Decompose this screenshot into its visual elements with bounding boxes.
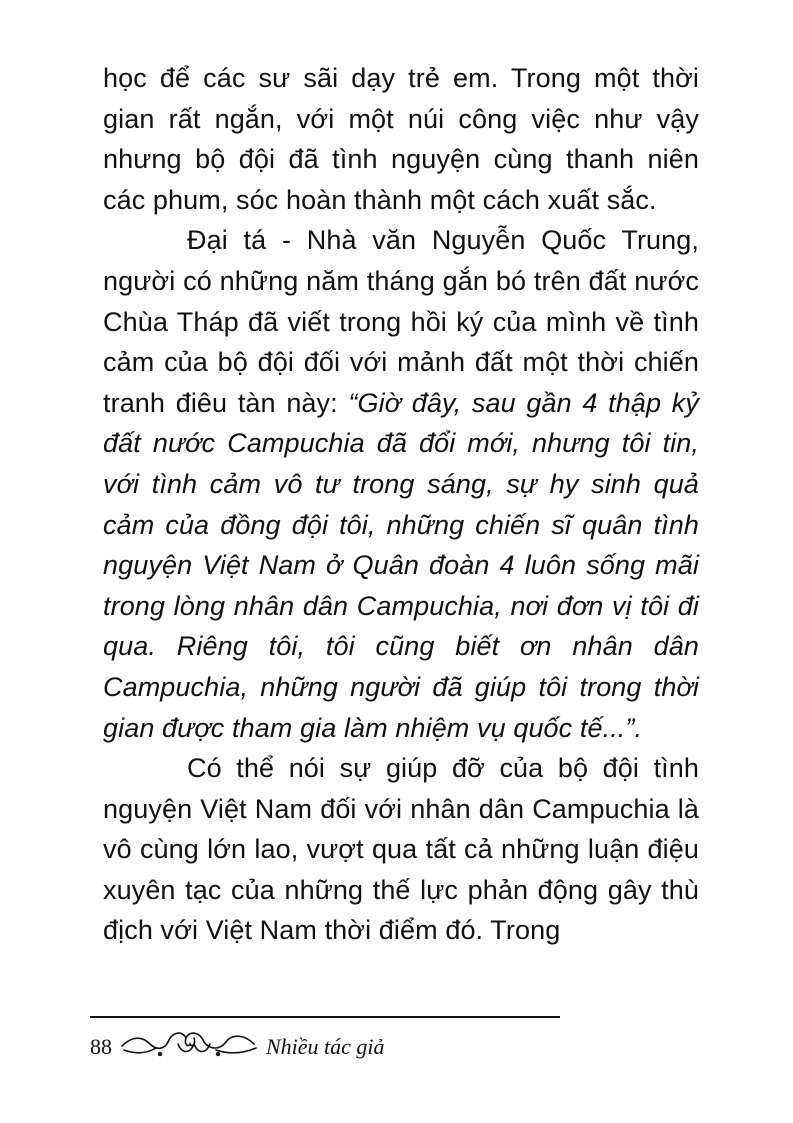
footer-divider bbox=[90, 1016, 560, 1018]
paragraph-3: Có thể nói sự giúp đỡ của bộ đội tình nguyện Việt Nam đối với nhân dân Campuchia là vô cùng lớn lao, vượt qua tất cả những luận điệu xuyên tạc của những thế lực phản động gây thù địch với Việt Nam thời điểm đó. Trong bbox=[103, 753, 699, 946]
page-number: 88 bbox=[90, 1034, 112, 1059]
page-footer bbox=[90, 1010, 560, 1070]
paragraph-1: học để các sư sãi dạy trẻ em. Trong một thời gian rất ngắn, với một núi công việc như vậy nhưng bộ đội đã tình nguyện cùng thanh niên các phum, sóc hoàn thành một cách xuất sắc. bbox=[103, 63, 699, 215]
paragraph-2 bbox=[103, 220, 699, 748]
memoir-quote: “Giờ đây, sau gần 4 thập kỷ đất nước Campuchia đã đổi mới, nhưng tôi tin, với tình cảm vô tư trong sáng, sự hy sinh quả cảm của đồng đội tôi, những chiến sĩ quân tình nguyện Việt Nam ở Quân đoàn 4 luôn sống mãi trong lòng nhân dân Campuchia, nơi đơn vị tôi đi qua. Riêng tôi, tôi cũng biết ơn nhân dân Campuchia, những người đã giúp tôi trong thời gian được tham gia làm nhiệm vụ quốc tế...”. bbox=[103, 387, 699, 743]
paragraph-2-intro: Đại tá - Nhà văn Nguyễn Quốc Trung, người có những năm tháng gắn bó trên đất nước Chùa Tháp đã viết trong hồi ký của mình về tình cảm của bộ đội đối với mảnh đất một thời chiến tranh điêu tàn này: bbox=[103, 225, 699, 418]
book-author: Nhiều tác giả bbox=[266, 1034, 385, 1059]
decorative-flourish-icon bbox=[120, 1024, 260, 1060]
body-text bbox=[103, 58, 699, 951]
